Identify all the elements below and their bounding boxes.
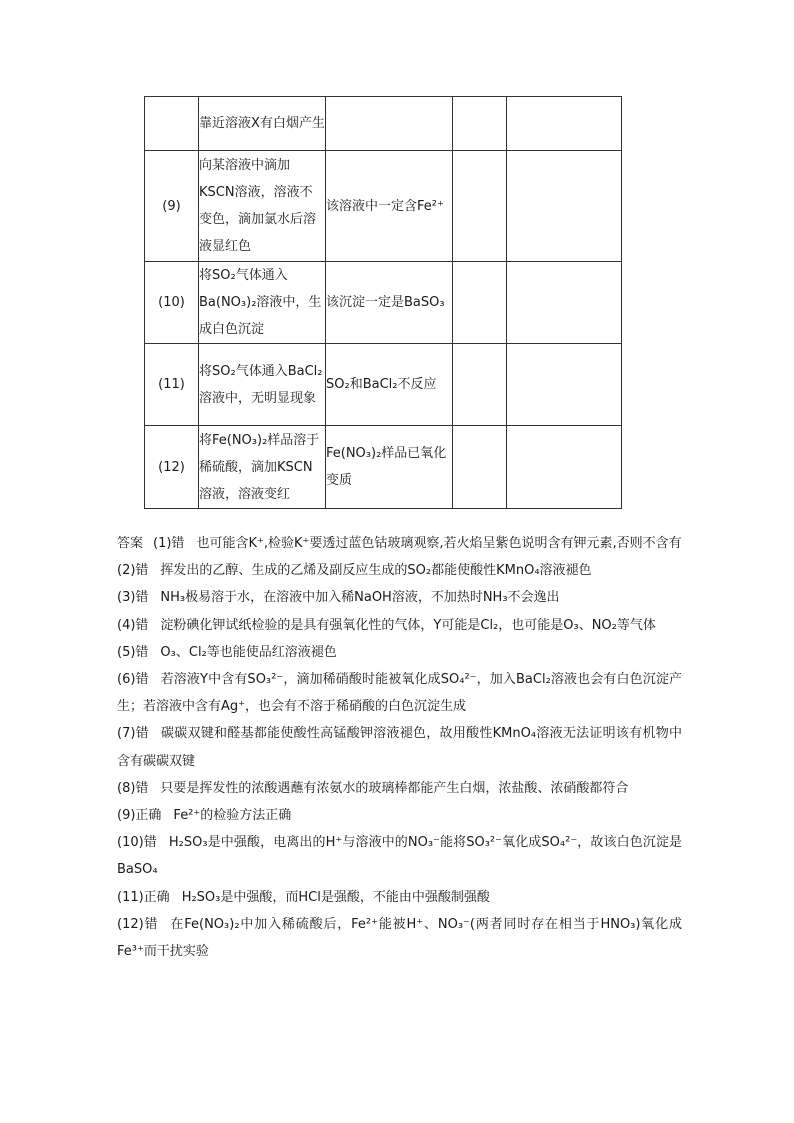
answer-text: NH₃极易溶于水，在溶液中加入稀NaOH溶液，不加热时NH₃不会逸出 [160,590,560,606]
row-number: (12) [145,426,199,509]
conclusion-cell: SO₂和BaCl₂不反应 [326,344,453,426]
answer-text: 若溶液Y中含有SO₃²⁻，滴加稀硝酸时能被氧化成SO₄²⁻，加入BaCl₂溶液也会有白色沉淀产生；若溶液中含有Ag⁺，也会有不溶于稀硝酸的白色沉淀生成 [117,672,682,715]
reason-cell [507,344,622,426]
row-number: (9) [145,151,199,262]
operation-cell: 将SO₂气体通入Ba(NO₃)₂溶液中，生成白色沉淀 [199,262,326,344]
answer-item [117,639,682,666]
table-row [145,426,622,509]
conclusion-cell: 该沉淀一定是BaSO₃ [326,262,453,344]
answer-tag: (10)错 [117,835,157,851]
reason-cell [507,426,622,509]
answer-text: 挥发出的乙醇、生成的乙烯及副反应生成的SO₂都能使酸性KMnO₄溶液褪色 [160,563,592,579]
answer-heading: 答案 [117,536,144,551]
row-number: (11) [145,344,199,426]
answer-item [117,911,682,965]
judgement-cell [453,344,507,426]
answer-item [117,557,682,584]
operation-cell: 靠近溶液X有白烟产生 [199,97,326,151]
answer-item [117,720,682,774]
judgement-cell [453,426,507,509]
answer-tag: (1)错 [153,536,185,551]
table-row [145,97,622,151]
answer-tag: (12)错 [117,916,159,932]
operation-cell: 将SO₂气体通入BaCl₂溶液中，无明显现象 [199,344,326,426]
operation-cell: 向某溶液中滴加KSCN溶液，溶液不变色，滴加氯水后溶液显红色 [199,151,326,262]
answer-item [117,884,682,911]
answer-tag: (6)错 [117,672,149,688]
answer-tag: (7)错 [117,726,149,742]
answer-tag: (2)错 [117,563,149,579]
answer-item [117,802,682,829]
answer-text: 碳碳双键和醛基都能使酸性高锰酸钾溶液褪色，故用酸性KMnO₄溶液无法证明该有机物中含有碳碳双键 [117,726,682,769]
answer-item [117,666,682,720]
judgement-cell [453,262,507,344]
answer-text: 淀粉碘化钾试纸检验的是具有强氧化性的气体，Y可能是Cl₂，也可能是O₃、NO₂等气体 [160,617,656,633]
answer-text: 只要是挥发性的浓酸遇蘸有浓氨水的玻璃棒都能产生白烟，浓盐酸、浓硝酸都符合 [160,780,629,796]
answer-text: O₃、Cl₂等也能使品红溶液褪色 [160,644,337,660]
operation-cell: 将Fe(NO₃)₂样品溶于稀硫酸，滴加KSCN溶液，溶液变红 [199,426,326,509]
answer-item [117,530,682,557]
answer-item [117,775,682,802]
judgement-cell [453,151,507,262]
answer-tag: (8)错 [117,780,149,796]
answer-item [117,584,682,611]
answer-text: 也可能含K⁺,检验K⁺要透过蓝色钴玻璃观察,若火焰呈紫色说明含有钾元素,否则不含有 [196,536,682,551]
row-number [145,97,199,151]
answer-tag: (9)正确 [117,808,162,824]
row-number: (10) [145,262,199,344]
answer-text: Fe²⁺的检验方法正确 [173,808,292,824]
reason-cell [507,262,622,344]
answer-tag: (11)正确 [117,889,170,905]
table-row [145,151,622,262]
experiment-table [144,96,622,509]
table-row [145,262,622,344]
answer-tag: (3)错 [117,590,149,606]
table-row [145,344,622,426]
answer-text: H₂SO₃是中强酸，而HCl是强酸，不能由中强酸制强酸 [181,889,490,905]
answer-tag: (4)错 [117,617,149,633]
answer-item [117,829,682,883]
answer-item [117,612,682,639]
conclusion-cell: 该溶液中一定含Fe²⁺ [326,151,453,262]
answer-tag: (5)错 [117,644,149,660]
answer-text: H₂SO₃是中强酸，电离出的H⁺与溶液中的NO₃⁻能将SO₃²⁻氧化成SO₄²⁻，故该白色沉淀是BaSO₄ [117,835,683,878]
answer-section [117,530,682,965]
reason-cell [507,97,622,151]
reason-cell [507,151,622,262]
conclusion-cell: Fe(NO₃)₂样品已氧化变质 [326,426,453,509]
judgement-cell [453,97,507,151]
answer-text: 在Fe(NO₃)₂中加入稀硫酸后，Fe²⁺能被H⁺、NO₃⁻(两者同时存在相当于HNO₃)氧化成Fe³⁺而干扰实验 [117,916,682,960]
conclusion-cell [326,97,453,151]
